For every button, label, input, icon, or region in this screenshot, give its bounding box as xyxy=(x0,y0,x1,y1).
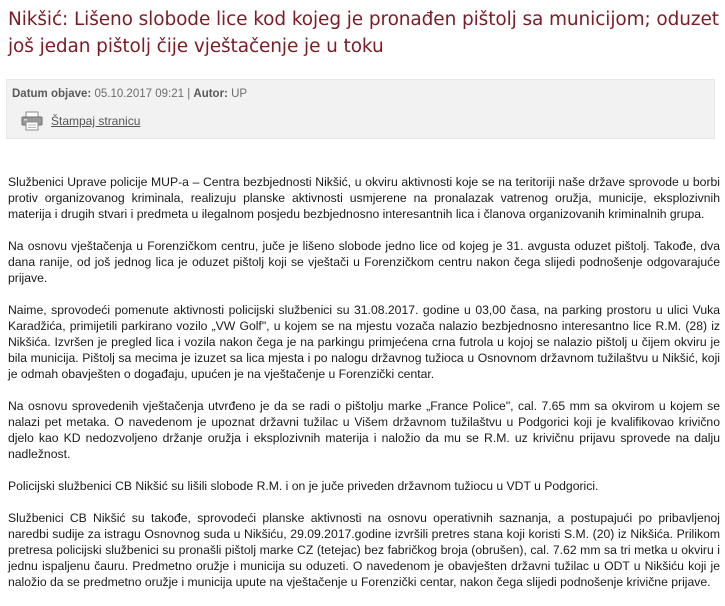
printer-icon[interactable] xyxy=(21,111,43,131)
meta-separator: | xyxy=(187,88,191,100)
author-label: Autor: xyxy=(193,88,228,100)
date-label: Datum objave: xyxy=(12,88,92,100)
author-value: UP xyxy=(231,88,248,100)
article-paragraph: Policijski službenici CB Nikšić su lišili slobode R.M. i on je juče priveden državnom tužiocu u VDT u Podgorici. xyxy=(8,479,599,493)
article-title: Nikšić: Lišeno slobode lice kod kojeg je pronađen pištolj sa municijom; oduzet još jedan pištolj čije vještačenje je u toku xyxy=(8,9,719,57)
article-meta-box xyxy=(6,79,715,139)
article-paragraph: Na osnovu sprovedenih vještačenja utvrđeno je da se radi o pištolju marke „France Police", cal. 7.65 mm sa okvirom u kojem se nalazi pet metaka. O navedenom je upoznat državni tužilac u Višem državnom tužilaštvu u Podgorici koji je kvalifikovao krivično djelo kao KD nedozvoljeno držanje oružja i eksplozivnih materija i naložio da mu se R.M. uz krivičnu prijavu sprovede na dalju nadležnost. xyxy=(8,399,720,461)
article-paragraph: Na osnovu vještačenja u Forenzičkom centru, juče je lišeno slobode jedno lice od kojeg je 31. avgusta oduzet pištolj. Takođe, dva dana ranije, od još jednog lica je oduzet pištolj koji se vještači u Forenzičkom centru nakon čega slijedi podnošenje odgovarajuće prijave. xyxy=(8,239,720,285)
article-paragraph: Službenici Uprave policije MUP-a – Centra bezbjednosti Nikšić, u okviru aktivnosti koje se na teritoriji naše države sprovode u borbi protiv organizovanog kriminala, realizuju planske aktivnosti usmjerene na pronalazak vatrenog oružja, municije, eksplozivnih materija i drugih stvari i predmeta u ilegalnom posjedu bezbjednosno interesantnih lica i članova organizovanih kriminalnih grupa. xyxy=(8,175,720,221)
date-value: 05.10.2017 09:21 xyxy=(94,88,184,100)
print-page-link[interactable]: Štampaj stranicu xyxy=(51,114,141,128)
article-body xyxy=(8,174,720,606)
publish-info xyxy=(12,88,247,100)
article-paragraph: Naime, sprovodeći pomenute aktivnosti policijski službenici su 31.08.2017. godine u 03,00 časa, na parking prostoru u ulici Vuka Karadžića, primijetili parkirano vozilo „VW Golf", u kojem se na mjestu vozača nalazio bezbjednosno interesantno lice R.M. (28) iz Nikšića. Izvršen je pregled lica i vozila nakon čega je na parkingu primjećena crna futrola u kojoj se nalazio pištolj u čijem okviru je bila municija. Pištolj sa mecima je izuzet sa lica mjesta i po nalogu državnog tužioca u Osnovnom državnom tužilaštvu u Nikšić, koji je odmah obavješten o događaju, upućen je na vještačenje u Forenzički centar. xyxy=(8,303,720,381)
article-paragraph: Službenici CB Nikšić su takođe, sprovodeći planske aktivnosti na osnovu operativnih saznanja, a postupajući po pribavljenoj naredbi sudije za istragu Osnovnog suda u Nikšiću, 29.09.2017.godine izvršili pretres stana koji koristi S.M. (20) iz Nikšića. Prilikom pretresa policijski službenici su pronašli pištolj marke CZ (tetejac) bez fabričkog broja (obrušen), cal. 7.62 mm sa tri metka u okviru i jednu ispaljenu čauru. Predmetno oružje i municija su oduzeti. O navedenom je obavješten državni tužilac u ODT u Nikšiću koji je naložio da se predmetno oružje i municija upute na vještačenje u Forenzički centar, nakon čega slijedi podnošenje krivične prijave. xyxy=(8,511,720,589)
print-page-control[interactable] xyxy=(21,110,140,132)
